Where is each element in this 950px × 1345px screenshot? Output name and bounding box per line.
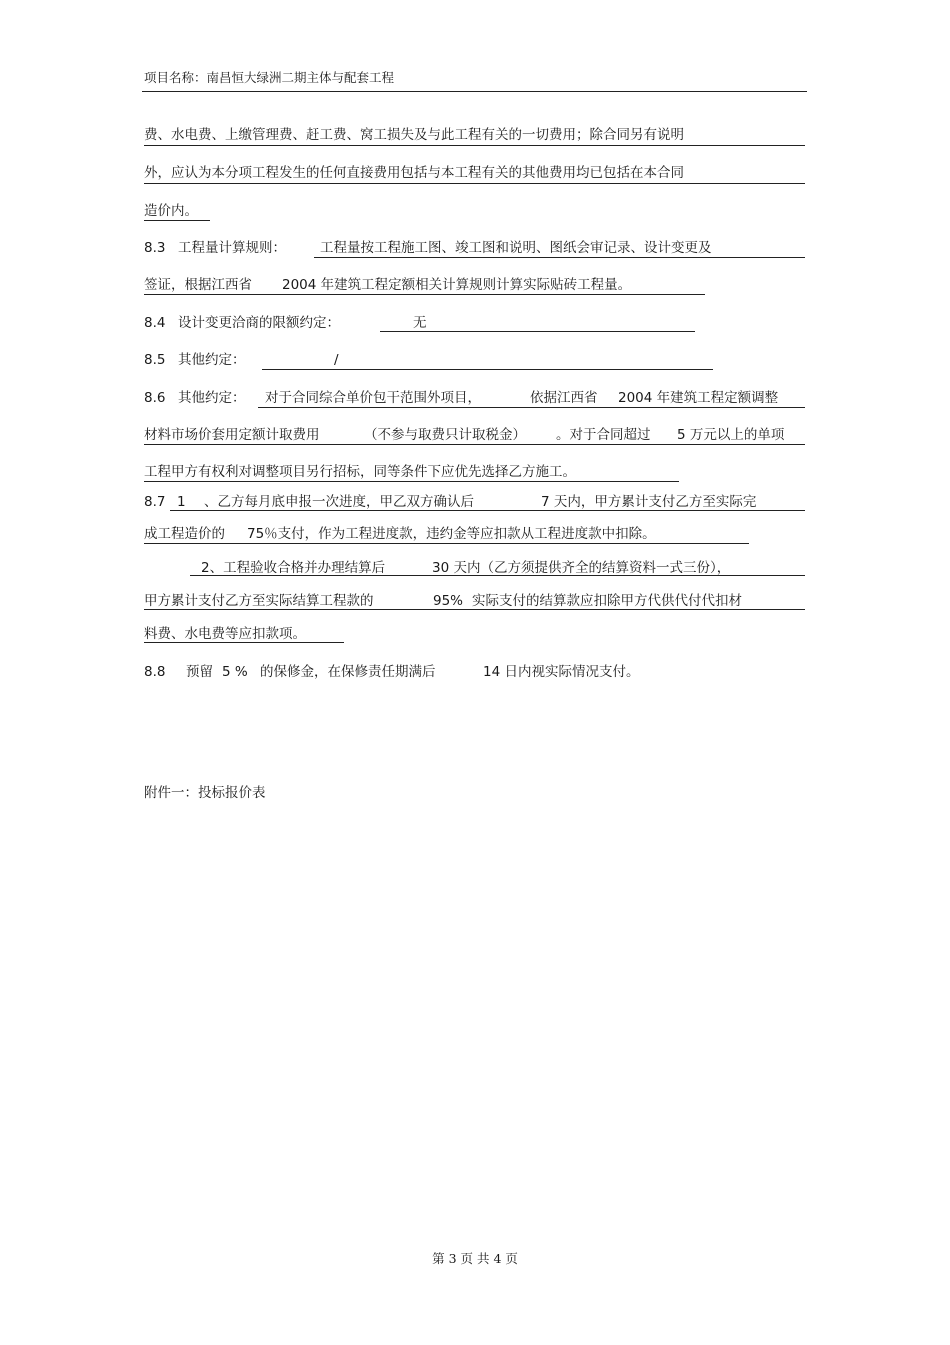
clause-8-3-number: 8.3: [144, 240, 166, 256]
underline: [190, 575, 805, 576]
clause-8-7-text: 2、工程验收合格并办理结算后: [201, 560, 386, 576]
clause-8-6-text: 5 万元以上的单项: [677, 427, 785, 443]
clause-8-7-text: 料费、水电费等应扣款项。: [144, 626, 306, 642]
clause-8-7-text: 、乙方每月底申报一次进度，甲乙双方确认后: [204, 494, 474, 510]
clause-8-4-label: 设计变更洽商的限额约定：: [178, 315, 340, 331]
clause-8-4-value: 无: [413, 315, 427, 331]
clause-8-6-label: 其他约定：: [178, 390, 246, 406]
clause-8-3-text: 工程量按工程施工图、竣工图和说明、图纸会审记录、设计变更及: [320, 240, 712, 256]
clause-text: 费、水电费、上缴管理费、赶工费、窝工损失及与此工程有关的一切费用；除合同另有说明: [144, 127, 684, 143]
clause-8-7-text: 95%: [433, 593, 464, 609]
clause-8-3-text: 签证，根据江西省: [144, 277, 252, 293]
clause-8-6-text: 。对于合同超过: [556, 427, 651, 443]
clause-8-6-text: 工程甲方有权利对调整项目另行招标，同等条件下应优先选择乙方施工。: [144, 464, 576, 480]
underline: [144, 642, 344, 643]
underline: [144, 543, 749, 544]
underline: [144, 145, 805, 146]
underline: [170, 510, 805, 511]
underline: [144, 183, 805, 184]
underline: [262, 369, 713, 370]
attachment-title: 附件一：投标报价表: [144, 785, 266, 801]
clause-8-5-value: /: [334, 352, 339, 368]
header-rule: [142, 91, 807, 92]
clause-text: 造价内。: [144, 203, 198, 219]
underline: [314, 257, 805, 258]
clause-8-7-text: 实际支付的结算款应扣除甲方代供代付代扣材: [472, 593, 742, 609]
clause-8-7-text: 甲方累计支付乙方至实际结算工程款的: [144, 593, 374, 609]
underline: [144, 444, 805, 445]
clause-8-5-label: 其他约定：: [178, 352, 246, 368]
clause-8-6-text: 依据江西省: [530, 390, 598, 406]
clause-8-6-text: 对于合同综合单价包干范围外项目，: [265, 390, 481, 406]
clause-8-3-text: 2004 年建筑工程定额相关计算规则计算实际贴砖工程量。: [282, 277, 632, 293]
clause-8-6-text: 材料市场价套用定额计取费用: [144, 427, 320, 443]
underline: [144, 294, 705, 295]
clause-8-5-number: 8.5: [144, 352, 166, 368]
clause-text: 外，应认为本分项工程发生的任何直接费用包括与本工程有关的其他费用均已包括在本合同: [144, 165, 684, 181]
underline: [380, 331, 695, 332]
clause-8-8-number: 8.8: [144, 664, 166, 680]
underline: [144, 609, 805, 610]
clause-8-4-number: 8.4: [144, 315, 166, 331]
clause-8-3-label: 工程量计算规则：: [178, 240, 286, 256]
clause-8-7-text: 1: [177, 494, 186, 510]
clause-8-7-text: 30 天内（乙方须提供齐全的结算资料一式三份），: [432, 560, 731, 576]
underline: [144, 481, 679, 482]
underline: [258, 407, 805, 408]
clause-8-6-number: 8.6: [144, 390, 166, 406]
clause-8-7-text: 成工程造价的: [144, 526, 225, 542]
clause-8-7-text: 7 天内，甲方累计支付乙方至实际完: [541, 494, 757, 510]
document-header: 项目名称：南昌恒大绿洲二期主体与配套工程: [144, 70, 395, 85]
page-number: 第 3 页 共 4 页: [432, 1251, 518, 1266]
clause-8-8-text: 的保修金，在保修责任期满后: [260, 664, 436, 680]
underline: [144, 220, 210, 221]
clause-8-6-text: 2004 年建筑工程定额调整: [618, 390, 779, 406]
clause-8-8-text: 预留: [186, 664, 213, 680]
clause-8-6-text: （不参与取费只计取税金）: [364, 427, 526, 443]
clause-8-7-text: 75％支付，作为工程进度款，违约金等应扣款从工程进度款中扣除。: [247, 526, 656, 542]
clause-8-8-text: 14 日内视实际情况支付。: [483, 664, 640, 680]
clause-8-7-number: 8.7: [144, 494, 166, 510]
clause-8-8-text: 5 %: [222, 664, 248, 680]
